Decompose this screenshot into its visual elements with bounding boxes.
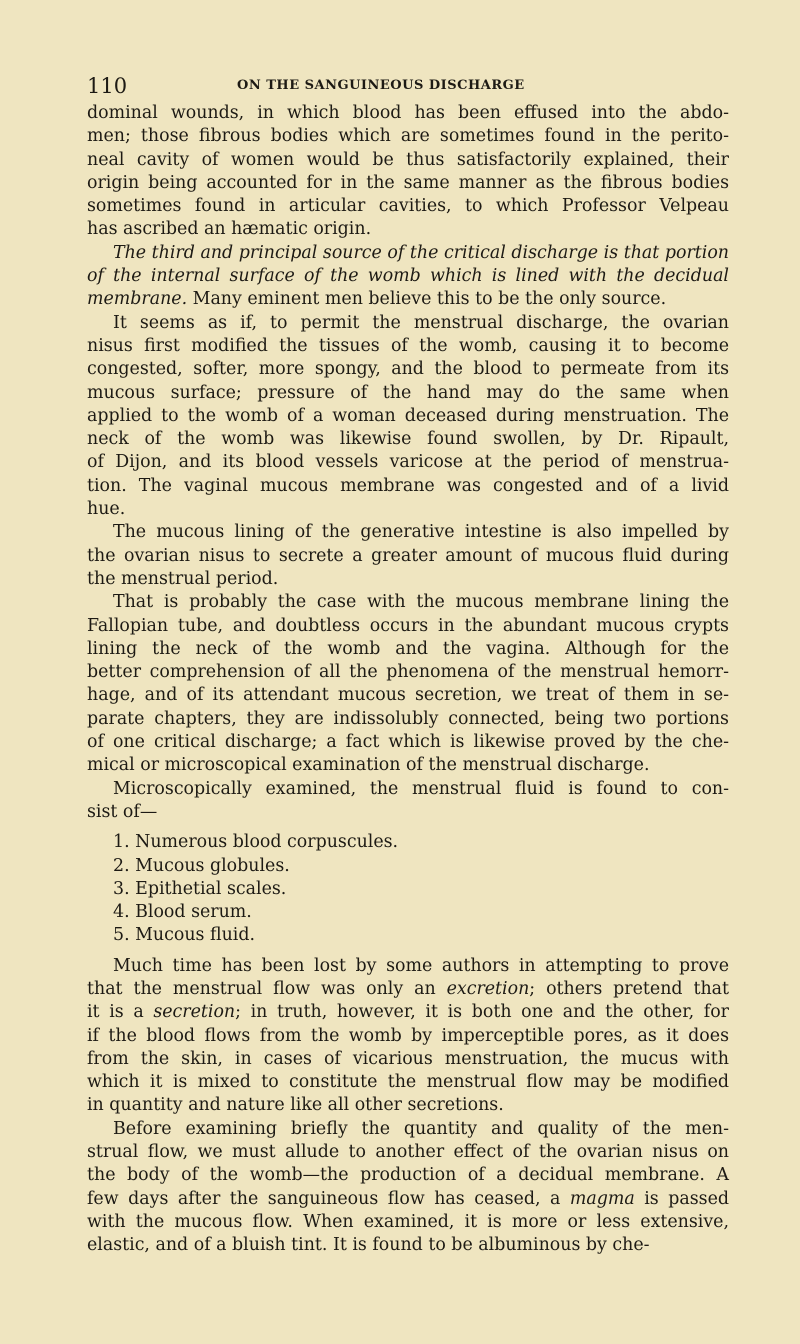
paragraph — [87, 955, 729, 1118]
paragraph — [87, 242, 729, 312]
book-page — [87, 74, 729, 1258]
text-line: tion. The vaginal mucous membrane was congested and of a livid — [87, 475, 729, 496]
text-line: that the menstrual flow was only an excretion; others pretend that — [87, 978, 729, 999]
text-line: hue. — [87, 499, 126, 520]
text-line: sometimes found in articular cavities, to which Professor Velpeau — [87, 196, 729, 217]
text-line: That is probably the case with the mucous membrane lining the — [113, 592, 729, 613]
list-item: 1. Numerous blood corpuscules. — [113, 832, 399, 853]
text-line: with the mucous flow. When examined, it is more or less extensive, — [87, 1211, 729, 1232]
text-line: Fallopian tube, and doubtless occurs in the abundant mucous crypts — [87, 615, 729, 636]
list-item: 3. Epithetial scales. — [113, 878, 287, 899]
text-line: from the skin, in cases of vicarious menstruation, the mucus with — [87, 1048, 729, 1069]
text-line: nisus first modified the tissues of the womb, causing it to become — [87, 335, 729, 356]
paragraph — [87, 778, 729, 825]
text-line: men; those fibrous bodies which are sometimes found in the perito- — [87, 126, 729, 147]
text-line: it is a secretion; in truth, however, it is both one and the other, for — [87, 1002, 729, 1023]
paragraph — [87, 102, 729, 242]
text-line: congested, softer, more spongy, and the blood to permeate from its — [87, 359, 729, 380]
text-line: elastic, and of a bluish tint. It is found to be albuminous by che- — [87, 1235, 650, 1256]
text-line: the body of the womb—the production of a decidual membrane. A — [87, 1165, 729, 1186]
text-line: neck of the womb was likewise found swollen, by Dr. Ripault, — [87, 429, 729, 450]
text-line: if the blood flows from the womb by imperceptible pores, as it does — [87, 1025, 729, 1046]
body-text — [87, 102, 729, 824]
text-line: in quantity and nature like all other secretions. — [87, 1095, 504, 1116]
text-line: applied to the womb of a woman deceased during menstruation. The — [87, 405, 729, 426]
text-line: which it is mixed to constitute the menstrual flow may be modified — [87, 1072, 729, 1093]
text-line: Much time has been lost by some authors in attempting to prove — [113, 955, 729, 976]
list-item: 2. Mucous globules. — [113, 855, 290, 876]
text-line: mical or microscopical examination of the menstrual discharge. — [87, 755, 650, 776]
page-header — [87, 74, 729, 100]
running-head: ON THE SANGUINEOUS DISCHARGE — [237, 78, 525, 93]
text-line: strual flow, we must allude to another effect of the ovarian nisus on — [87, 1142, 729, 1163]
text-line: sist of— — [87, 801, 158, 822]
text-line: The mucous lining of the generative intestine is also impelled by — [113, 522, 729, 543]
text-line: the ovarian nisus to secrete a greater amount of mucous fluid during — [87, 545, 729, 566]
paragraph — [87, 1118, 729, 1258]
text-line: the menstrual period. — [87, 568, 279, 589]
text-line: lining the neck of the womb and the vagina. Although for the — [87, 638, 729, 659]
text-line: few days after the sanguineous flow has ceased, a magma is passed — [87, 1188, 729, 1209]
text-line: parate chapters, they are indissolubly connected, being two portions — [87, 708, 729, 729]
text-line: of one critical discharge; a fact which is likewise proved by the che- — [87, 732, 729, 753]
paragraph — [87, 521, 729, 591]
paragraph — [87, 312, 729, 522]
text-line: origin being accounted for in the same manner as the fibrous bodies — [87, 172, 729, 193]
text-line: The third and principal source of the critical discharge is that portion — [113, 242, 729, 263]
list-item: 4. Blood serum. — [113, 902, 252, 923]
text-line: of Dijon, and its blood vessels varicose at the period of menstrua- — [87, 452, 729, 473]
text-line: membrane. Many eminent men believe this to be the only source. — [87, 289, 667, 310]
text-line: Before examining briefly the quantity and quality of the men- — [113, 1118, 729, 1139]
text-line: Microscopically examined, the menstrual fluid is found to con- — [113, 778, 729, 799]
list-item: 5. Mucous fluid. — [113, 925, 256, 946]
text-line: better comprehension of all the phenomena of the menstrual hemorr- — [87, 662, 729, 683]
text-line: mucous surface; pressure of the hand may do the same when — [87, 382, 729, 403]
text-line: It seems as if, to permit the menstrual discharge, the ovarian — [113, 312, 729, 333]
body-text-continued — [87, 955, 729, 1258]
text-line: dominal wounds, in which blood has been effused into the abdo- — [87, 103, 729, 123]
text-line: neal cavity of women would be thus satisfactorily explained, their — [87, 149, 729, 170]
text-line: of the internal surface of the womb which is lined with the decidual — [87, 266, 729, 287]
paragraph — [87, 591, 729, 777]
text-line: has ascribed an hæmatic origin. — [87, 219, 372, 240]
numbered-list — [87, 831, 729, 947]
page-number: 110 — [87, 74, 128, 98]
text-line: hage, and of its attendant mucous secretion, we treat of them in se- — [87, 685, 729, 706]
